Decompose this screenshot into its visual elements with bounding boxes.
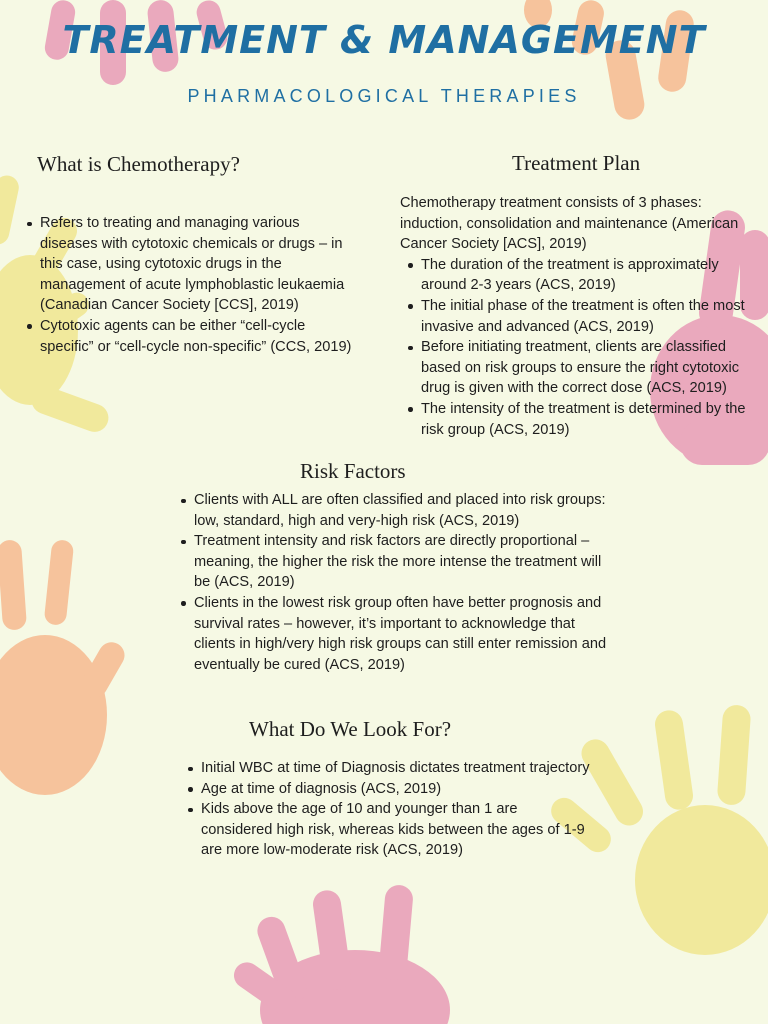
look-list <box>185 758 590 861</box>
list-item: Treatment intensity and risk factors are directly proportional – meaning, the higher the risk the more intense the treatment will be (ACS, 2019) <box>178 531 608 593</box>
plan-intro: Chemotherapy treatment consists of 3 phases: induction, consolidation and maintenance (American Cancer Society [ACS], 2019) <box>400 195 739 253</box>
list-item: Kids above the age of 10 and younger than 1 are considered high risk, whereas kids between the ages of 1-9 are more low-moderate risk (ACS, 2019) <box>185 799 590 861</box>
orange-handprint-icon <box>0 539 129 795</box>
list-item: Refers to treating and managing various diseases with cytotoxic chemicals or drugs – in this case, using cytotoxic drugs in the management of acute lymphoblastic leukaemia (Canadian Cancer Society [CCS], 2019) <box>24 213 359 316</box>
list-item: Age at time of diagnosis (ACS, 2019) <box>185 779 590 800</box>
page-title: TREATMENT & MANAGEMENT <box>62 18 706 62</box>
list-item: Before initiating treatment, clients are classified based on risk groups to ensure the right cytotoxic drug is given with the correct dose (ACS, 2019) <box>405 337 768 399</box>
page-subtitle: PHARMACOLOGICAL THERAPIES <box>187 86 581 106</box>
risk-heading: Risk Factors <box>300 459 406 483</box>
list-item: The intensity of the treatment is determined by the risk group (ACS, 2019) <box>405 399 768 440</box>
list-item: The initial phase of the treatment is often the most invasive and advanced (ACS, 2019) <box>405 296 768 337</box>
list-item: Cytotoxic agents can be either “cell-cycle specific” or “cell-cycle non-specific” (CCS, 2019) <box>24 316 359 357</box>
plan-list <box>405 255 768 440</box>
look-section <box>185 758 590 861</box>
pink-handprint-icon <box>229 884 450 1024</box>
list-item: The duration of the treatment is approximately around 2-3 years (ACS, 2019) <box>405 255 768 296</box>
list-item: Initial WBC at time of Diagnosis dictates treatment trajectory <box>185 758 590 779</box>
chemo-section <box>24 213 359 357</box>
list-item: Clients with ALL are often classified and placed into risk groups: low, standard, high and very-high risk (ACS, 2019) <box>178 490 608 531</box>
risk-list <box>178 490 608 675</box>
plan-section <box>400 193 768 440</box>
chemo-heading: What is Chemotherapy? <box>37 152 240 176</box>
list-item: Clients in the lowest risk group often have better prognosis and survival rates – however, it’s important to acknowledge that clients in high/very high risk groups can still enter remission and eventually be cured (ACS, 2019) <box>178 593 608 675</box>
chemo-list <box>24 213 359 357</box>
risk-section <box>178 490 608 675</box>
look-heading: What Do We Look For? <box>249 717 452 741</box>
plan-heading: Treatment Plan <box>512 151 641 175</box>
